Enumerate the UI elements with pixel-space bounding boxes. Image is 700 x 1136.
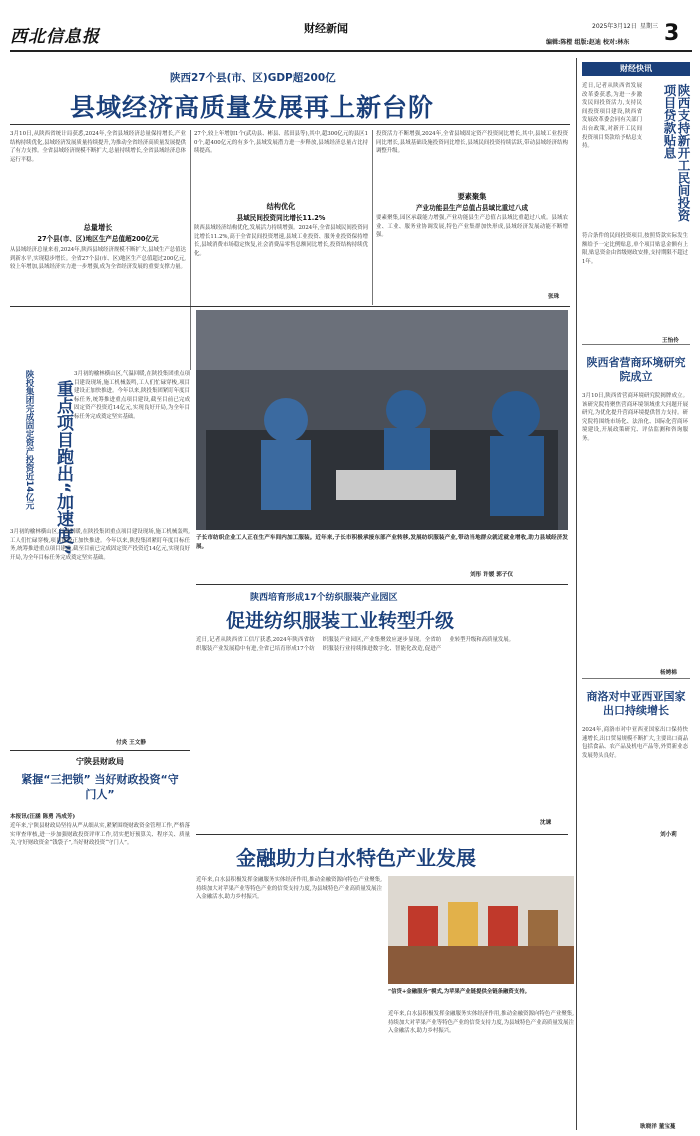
lead-sub2b: 县域民间投资同比增长11.2% [236, 214, 326, 222]
masthead-weekday: 星期三 [640, 23, 659, 30]
lead-col2: 27个,较上年增加1个(武功县、彬县、蓝田县等),其中,超300亿元的县区10个,超400亿元的有多个,县域发展潜力进一步释放,县域经济总量占比持续提高。 [194, 131, 368, 155]
lead-sub2: 结构优化 [266, 202, 296, 211]
lead-sub1: 总量增长 [83, 223, 113, 232]
lead-sub3b: 产业功能县生产总值占县域比重过八成 [415, 204, 529, 212]
masthead-logo: 西北信息报 [10, 27, 100, 47]
masthead-rule [10, 50, 692, 52]
rightbar-body2: 符合条件的民间投资项目,按照贷款实际发生额给予一定比例贴息,单个项目贴息金额有上限,贴息资金由省级财政安排,支持期限不超过1年。 [582, 233, 688, 265]
finance-body-right: 近年来,白水县积极发挥金融服务实体经济作用,推动金融资源向特色产业聚集,持续加大对苹果产业等特色产业的信贷支持力度,为县域特色产业高质量发展注入金融活水,助力乡村振兴。 [388, 1011, 574, 1035]
feature-body: 3月初的榆林横山区,气温回暖,在陕投集团重点项目建设现场,施工机械轰鸣,工人们忙碌穿梭,项目建设正加快推进。今年以来,陕投集团紧盯年度目标任务,统筹推进重点项目建设,截至目前已完成固定资产投资近14亿元,实现良好开局,为全年目标任务完成奠定坚实基础。 [74, 371, 190, 420]
finance-byline: 耿晓洋 董宝蔓 [640, 1124, 676, 1130]
photo-credit: 刘彤 许媛 郭子仪 [470, 572, 514, 578]
lead-col3: 投资活力不断增强,2024年,全省县域固定资产投资同比增长,其中,县域工业投资同比增长,县域基础设施投资同比增长,县域民间投资持续活跃,带动县域经济结构调整升级。 [376, 131, 568, 155]
masthead-editors: 编辑:陈橙 组版:赵迪 校对:林东 [546, 39, 630, 46]
finance-photo [388, 876, 574, 984]
masthead-date: 2025年3月12日 [592, 23, 637, 30]
finance-caption: “信贷+金融服务”模式,为苹果产业链提供全链条融资支持。 [388, 989, 530, 995]
rightbar-rule1 [582, 344, 690, 345]
lead-col3b: 要素聚集,园区承载能力增强,产业功能县生产总值占县域比重超过八成。县域农业、工业、服务业协调发展,特色产业集群加快形成,县域经济发展动能不断增强。 [376, 215, 568, 239]
lead-kicker: 陕西27个县(市、区)GDP超200亿 [170, 72, 336, 84]
county-title: 紧握“三把锁” 当好财政投资“守门人” [21, 773, 179, 801]
textile-body: 近日,记者从陕西省工信厅获悉,2024年陕西省纺织服装产业发展稳中有进,全省已培育形成17个纺织服装产业园区,产业集聚效应逐步显现。全省纺织服装行业持续推进数字化、智能化改造,促进产业转型升级和高质量发展。 [196, 637, 515, 652]
feature-byline: 付炎 王文静 [116, 740, 146, 746]
finance-title: 金融助力白水特色产业发展 [236, 846, 476, 870]
page-number: 3 [664, 21, 680, 46]
section-title: 财经新闻 [304, 22, 348, 35]
flash-header-label: 财经快讯 [620, 64, 652, 73]
finance-rule [196, 834, 568, 835]
textile-kicker: 陕西培育形成17个纺织服装产业园区 [250, 593, 398, 603]
county-body: 近年来,宁陕县财政局坚持从严从细从实,紧紧围绕财政资金管理工作,严格落实审查审核,进一步加强财政投资评审工作,切实把好预算关、程序关、质量关,守好财政资金“钱袋子”,当好财政投资“守门人”。 [10, 823, 190, 847]
rightbar-body1: 近日,记者从陕西省发展改革委获悉,为进一步激发民间投资活力,支持民间投资项目建设,陕西省发展改革委会同有关部门出台政策,对新开工民间投资项目贷款给予贴息支持。 [582, 83, 642, 150]
rightbar-rule2 [582, 678, 690, 679]
finance-photo-illustration [388, 876, 574, 984]
feature-side-title: 重点项目跑出“加速度” [53, 380, 73, 556]
lead-col1: 3月10日,从陕西省统计局获悉,2024年,全省县域经济总量保持增长,产业结构持续优化,县域经济发展质量持续提升,为推动全省经济高质量发展提供了有力支撑。全省县域经济规模不断扩大,总量持续增长,全省县域经济总体运行平稳。 [10, 131, 186, 163]
county-rule [10, 750, 190, 751]
feature-side-title-small: 陕投集团完成固定资产投资近14亿元 [24, 370, 34, 510]
lead-sub1b: 27个县(市、区)地区生产总值超200亿元 [37, 235, 159, 243]
rightbar-headline: 陕西支持新开工民间投资项目贷款贴息 [662, 84, 691, 222]
lead-rule [10, 124, 570, 125]
rightbar-headline3: 商洛对中亚西亚国家出口持续增长 [586, 690, 686, 717]
county-kicker: 宁陕县财政局 [76, 757, 124, 766]
rightbar-byline2: 杨娉棉 [660, 670, 677, 676]
feature-rule [10, 306, 570, 307]
textile-byline: 沈谏 [540, 820, 552, 826]
textile-title: 促进纺织服装工业转型升级 [226, 610, 455, 632]
photo-caption: 子长市纺织企业工人正在生产车间内加工服装。近年来,子长市积极承接东部产业转移,发展纺织服装产业,带动当地群众就近就业增收,助力县域经济发展。 [196, 535, 568, 550]
lead-col2b: 陕西县域经济结构优化,发展活力持续增强。2024年,全省县域民间投资同比增长11.2%,高于全省民间投资增速,县域工业投资、服务业投资保持增长,县域消费市场稳定恢复,社会消费品零售总额同比增长,投资结构持续优化。 [194, 225, 368, 257]
textile-rule [196, 584, 568, 585]
rightbar-byline3: 刘小莉 [660, 832, 677, 838]
feature-body-cont: 3月初的榆林横山区,气温回暖,在陕投集团重点项目建设现场,施工机械轰鸣,工人们忙碌穿梭,项目建设正加快推进。今年以来,陕投集团紧盯年度目标任务,统筹推进重点项目建设,截至目前已完成固定资产投资近14亿元,实现良好开局,为全年目标任务完成奠定坚实基础。 [10, 529, 190, 561]
rightbar-body4: 2024年,商洛市对中亚西亚国家出口保持快速增长,出口贸易规模不断扩大,主要出口商品包括食品、农产品及机电产品等,外贸新业态发展势头良好。 [582, 727, 688, 759]
lead-title: 县域经济高质量发展再上新台阶 [70, 93, 435, 122]
factory-photo [196, 310, 568, 530]
factory-photo-illustration [196, 310, 568, 530]
lead-col1b: 从县域经济总量来看,2024年,陕西县域经济规模不断扩大,县域生产总值达到新水平,实现稳步增长。全省27个县(市、区)地区生产总值超过200亿元,较上年增加,县域经济实力进一步增强,成为全省经济发展的重要支撑力量。 [10, 247, 186, 271]
rightbar-headline2: 陕西省营商环境研究院成立 [586, 356, 686, 383]
right-column-divider [576, 58, 577, 1130]
lead-sub3: 要素聚集 [457, 192, 487, 201]
col-divider-1 [190, 130, 191, 370]
flash-header [582, 62, 690, 76]
col-divider-2 [372, 130, 373, 305]
rightbar-byline1: 王怡伶 [662, 338, 679, 344]
finance-body-left: 近年来,白水县积极发挥金融服务实体经济作用,推动金融资源向特色产业聚集,持续加大对苹果产业等特色产业的信贷支持力度,为县域特色产业高质量发展注入金融活水,助力乡村振兴。 [196, 877, 382, 901]
county-byline: 本报讯(汪涵 陈勇 冯成芳) [10, 814, 76, 820]
rightbar-body3: 3月10日,陕西省营商环境研究院揭牌成立。该研究院将聚焦营商环境领域重大问题开展研究,为优化提升营商环境提供智力支持。研究院将围绕市场化、法治化、国际化营商环境建设,开展政策研究、评估监测和咨询服务。 [582, 393, 688, 442]
lead-byline: 张珠 [548, 294, 560, 300]
